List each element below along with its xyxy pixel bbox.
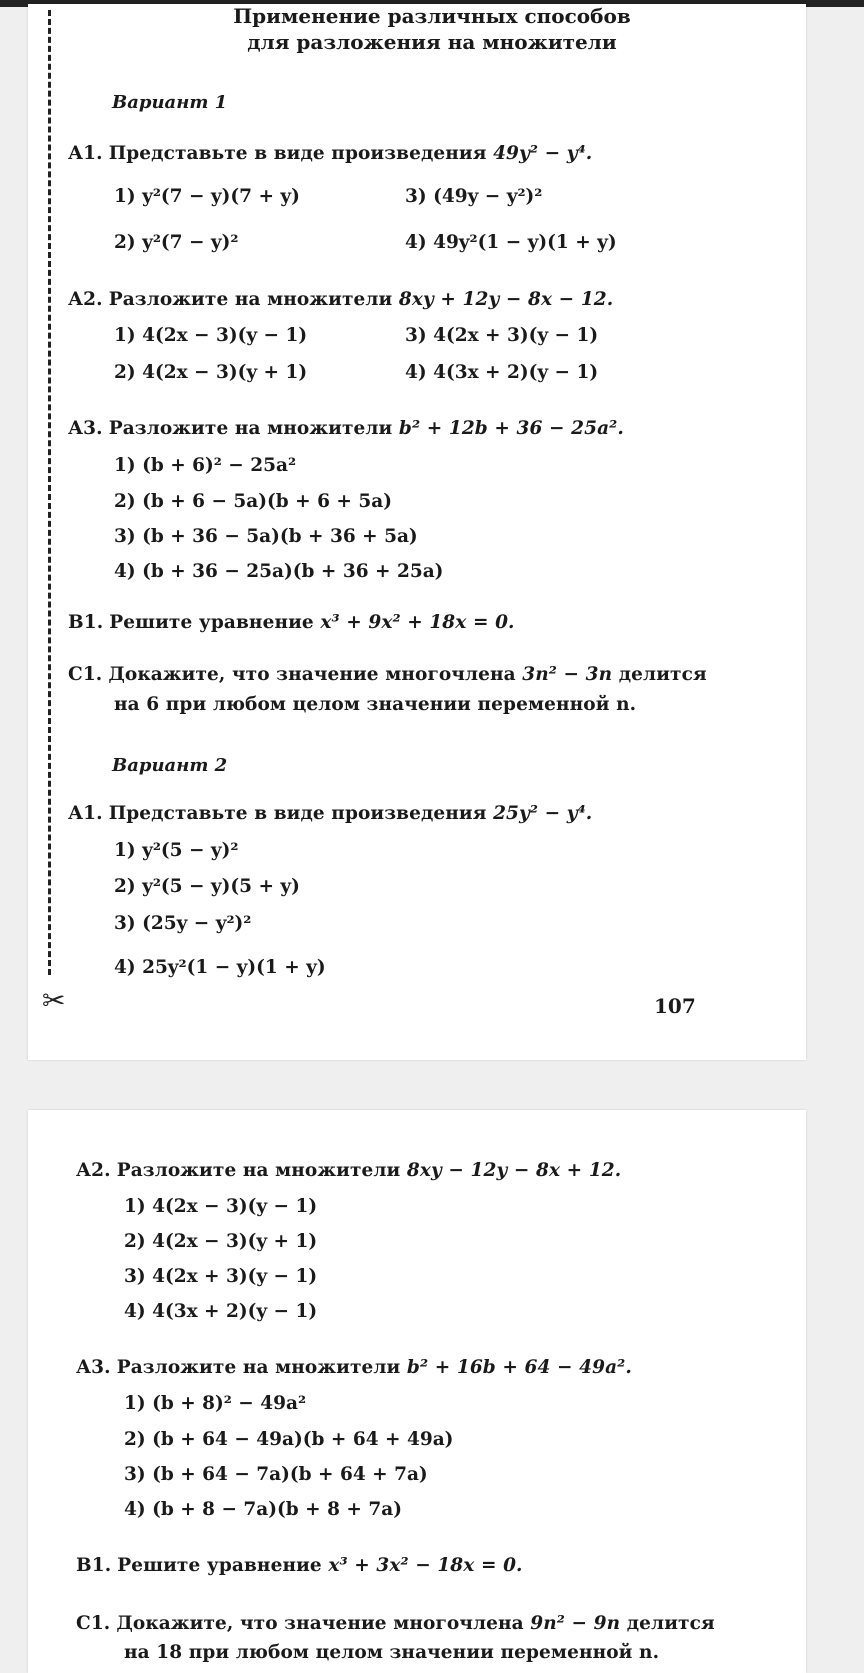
- page-title-line1: Применение различных способов: [233, 4, 631, 28]
- v2-a2-option-3: 3) 4(2x + 3)(y − 1): [124, 1266, 318, 1287]
- v2-c1-question-line2: на 18 при любом целом значении переменной n.: [124, 1642, 660, 1663]
- question-expression: 49y² − y⁴.: [493, 143, 593, 164]
- question-text: Представьте в виде произведения: [108, 803, 487, 824]
- v1-a1-question: [68, 143, 592, 164]
- question-expression: 25y² − y⁴.: [493, 803, 593, 824]
- v1-a1-option-1: 1) y²(7 − y)(7 + y): [114, 186, 300, 207]
- scissors-icon: ✂: [42, 984, 66, 1017]
- question-text: Докажите, что значение многочлена: [116, 1613, 524, 1634]
- question-number: А1.: [68, 803, 103, 824]
- question-number: В1.: [76, 1555, 112, 1576]
- v1-a2-option-2: 2) 4(2x − 3)(y + 1): [114, 362, 308, 383]
- question-text: Докажите, что значение многочлена: [108, 664, 516, 685]
- question-number: А1.: [68, 143, 103, 164]
- question-number: А3.: [68, 418, 103, 439]
- v2-a2-option-2: 2) 4(2x − 3)(y + 1): [124, 1231, 318, 1252]
- v2-a3-option-1: 1) (b + 8)² − 49a²: [124, 1393, 307, 1414]
- v2-a1-option-4: 4) 25y²(1 − y)(1 + y): [114, 957, 326, 978]
- cut-line: [48, 10, 51, 975]
- question-expression: 8xy + 12y − 8x − 12.: [398, 289, 614, 310]
- variant-1-label: Вариант 1: [112, 92, 228, 113]
- question-text: Разложите на множители: [108, 289, 393, 310]
- question-text: Разложите на множители: [116, 1160, 401, 1181]
- v1-c1-question-line2: на 6 при любом целом значении переменной n.: [114, 694, 637, 715]
- question-number: В1.: [68, 612, 104, 633]
- variant-2-label: Вариант 2: [112, 755, 228, 776]
- question-number: С1.: [68, 664, 103, 685]
- question-expression: b² + 12b + 36 − 25a².: [398, 418, 624, 439]
- v1-a1-option-3: 3) (49y − y²)²: [405, 186, 543, 207]
- v1-a2-option-4: 4) 4(3x + 2)(y − 1): [405, 362, 599, 383]
- question-expression: x³ + 3x² − 18x = 0.: [328, 1555, 523, 1576]
- question-expression: 3n² − 3n: [522, 664, 613, 685]
- v2-a2-option-1: 1) 4(2x − 3)(y − 1): [124, 1196, 318, 1217]
- v1-a1-option-2: 2) y²(7 − y)²: [114, 232, 239, 253]
- v2-a3-option-4: 4) (b + 8 − 7a)(b + 8 + 7a): [124, 1499, 402, 1520]
- question-text: Представьте в виде произведения: [108, 143, 487, 164]
- question-text: Разложите на множители: [116, 1357, 401, 1378]
- v2-a1-option-3: 3) (25y − y²)²: [114, 913, 252, 934]
- question-expression: 9n² − 9n: [530, 1613, 621, 1634]
- v1-a3-option-3: 3) (b + 36 − 5a)(b + 36 + 5a): [114, 526, 418, 547]
- v2-a2-option-4: 4) 4(3x + 2)(y − 1): [124, 1301, 318, 1322]
- page-2: [28, 1110, 806, 1673]
- v2-c1-question: [76, 1613, 715, 1634]
- v1-a3-option-4: 4) (b + 36 − 25a)(b + 36 + 25a): [114, 561, 444, 582]
- v1-a1-option-4: 4) 49y²(1 − y)(1 + y): [405, 232, 617, 253]
- v1-a2-option-1: 1) 4(2x − 3)(y − 1): [114, 325, 308, 346]
- question-number: А2.: [76, 1160, 111, 1181]
- question-text-end: делится: [618, 664, 707, 685]
- page-number: 107: [654, 994, 696, 1018]
- question-number: А2.: [68, 289, 103, 310]
- v2-a3-option-3: 3) (b + 64 − 7a)(b + 64 + 7a): [124, 1464, 428, 1485]
- question-number: А3.: [76, 1357, 111, 1378]
- question-number: С1.: [76, 1613, 111, 1634]
- v1-a2-option-3: 3) 4(2x + 3)(y − 1): [405, 325, 599, 346]
- question-text: Разложите на множители: [108, 418, 393, 439]
- v2-a2-question: [76, 1160, 621, 1181]
- question-text: Решите уравнение: [109, 612, 314, 633]
- question-expression: 8xy − 12y − 8x + 12.: [406, 1160, 622, 1181]
- v1-a3-option-1: 1) (b + 6)² − 25a²: [114, 455, 297, 476]
- page-title-line2: для разложения на множители: [247, 30, 617, 54]
- v1-b1-question: [68, 612, 515, 633]
- v1-c1-question: [68, 664, 707, 685]
- v2-a3-option-2: 2) (b + 64 − 49a)(b + 64 + 49a): [124, 1429, 454, 1450]
- v1-a3-question: [68, 418, 624, 439]
- question-expression: x³ + 9x² + 18x = 0.: [320, 612, 515, 633]
- v1-a3-option-2: 2) (b + 6 − 5a)(b + 6 + 5a): [114, 491, 392, 512]
- v1-a2-question: [68, 289, 613, 310]
- question-text-end: делится: [626, 1613, 715, 1634]
- question-expression: b² + 16b + 64 − 49a².: [406, 1357, 632, 1378]
- v2-a3-question: [76, 1357, 632, 1378]
- question-text: Решите уравнение: [117, 1555, 322, 1576]
- v2-a1-option-2: 2) y²(5 − y)(5 + y): [114, 876, 300, 897]
- v2-a1-option-1: 1) y²(5 − y)²: [114, 840, 239, 861]
- v2-b1-question: [76, 1555, 523, 1576]
- v2-a1-question: [68, 803, 592, 824]
